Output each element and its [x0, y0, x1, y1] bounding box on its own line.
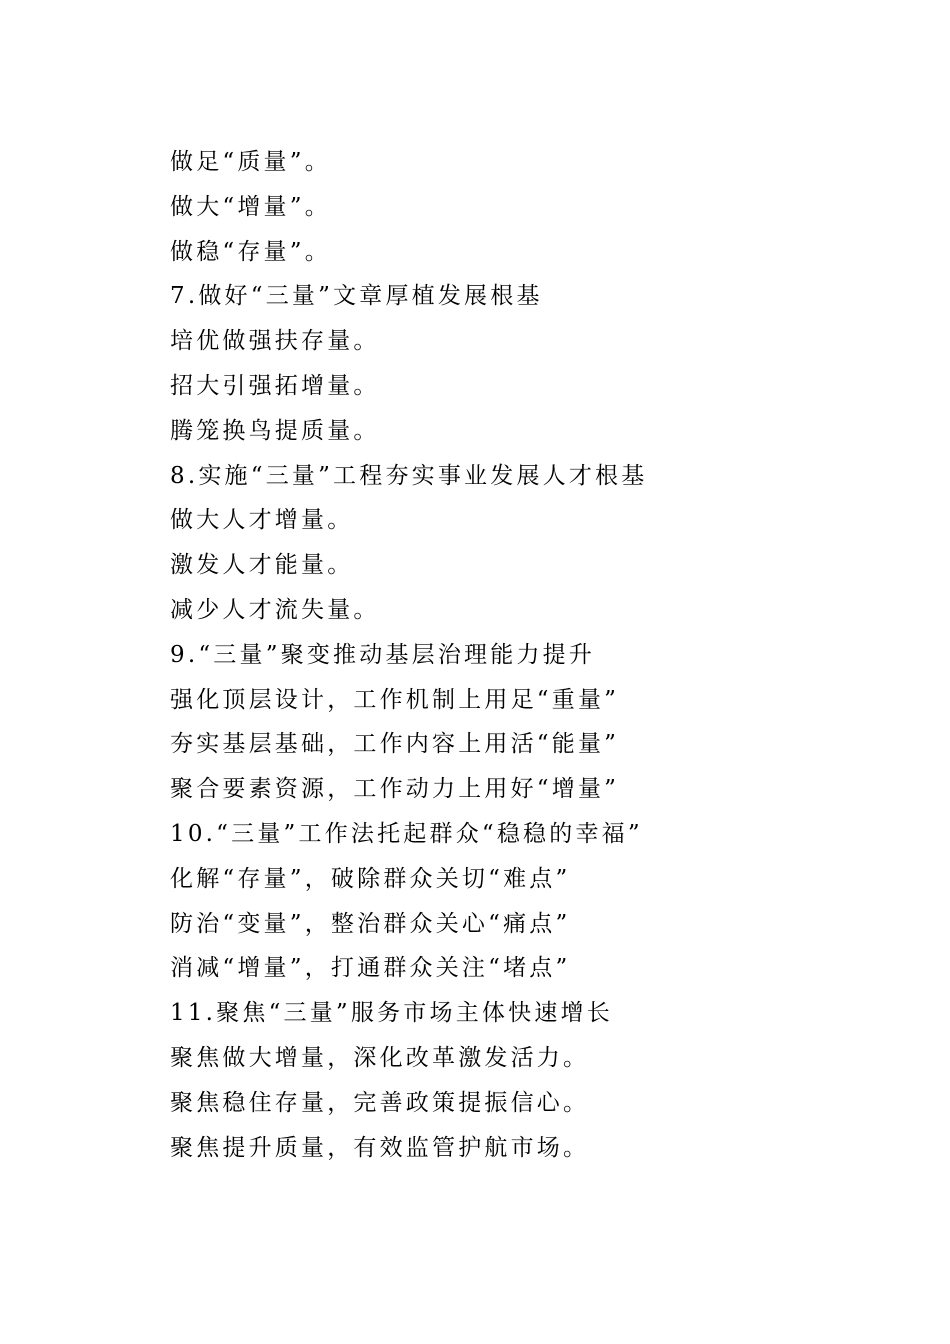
document-body	[170, 140, 890, 1170]
text-line: 腾笼换鸟提质量。	[170, 417, 380, 444]
text-line: 做大人才增量。	[170, 507, 354, 534]
text-line: 聚合要素资源，工作动力上用好“增量”	[170, 776, 620, 803]
text-line: 聚焦做大增量，深化改革激发活力。	[170, 1044, 590, 1071]
text-line: 培优做强扶存量。	[170, 328, 380, 355]
text-line: 聚焦稳住存量，完善政策提振信心。	[170, 1089, 590, 1116]
text-line: 聚焦提升质量，有效监管护航市场。	[170, 1134, 590, 1161]
text-line: 强化顶层设计，工作机制上用足“重量”	[170, 686, 620, 713]
section-heading: 11.聚焦“三量”服务市场主体快速增长	[170, 1000, 613, 1027]
text-line: 激发人才能量。	[170, 552, 354, 579]
section-heading: 9.“三量”聚变推动基层治理能力提升	[170, 641, 596, 668]
text-line: 做足“质量”。	[170, 149, 331, 175]
text-line: 做大“增量”。	[170, 193, 331, 220]
section-heading: 10.“三量”工作法托起群众“稳稳的幸福”	[170, 820, 643, 847]
text-line: 化解“存量”，破除群众关切“难点”	[170, 865, 571, 892]
text-line: 招大引强拓增量。	[170, 372, 380, 399]
text-line: 防治“变量”，整治群众关心“痛点”	[170, 910, 571, 937]
text-line: 做稳“存量”。	[170, 238, 331, 265]
text-line: 夯实基层基础，工作内容上用活“能量”	[170, 731, 620, 758]
section-heading: 7.做好“三量”文章厚植发展根基	[170, 283, 543, 310]
text-line: 减少人才流失量。	[170, 596, 380, 623]
section-heading: 8.实施“三量”工程夯实事业发展人才根基	[170, 462, 648, 489]
text-line: 消减“增量”，打通群众关注“堵点”	[170, 955, 571, 982]
